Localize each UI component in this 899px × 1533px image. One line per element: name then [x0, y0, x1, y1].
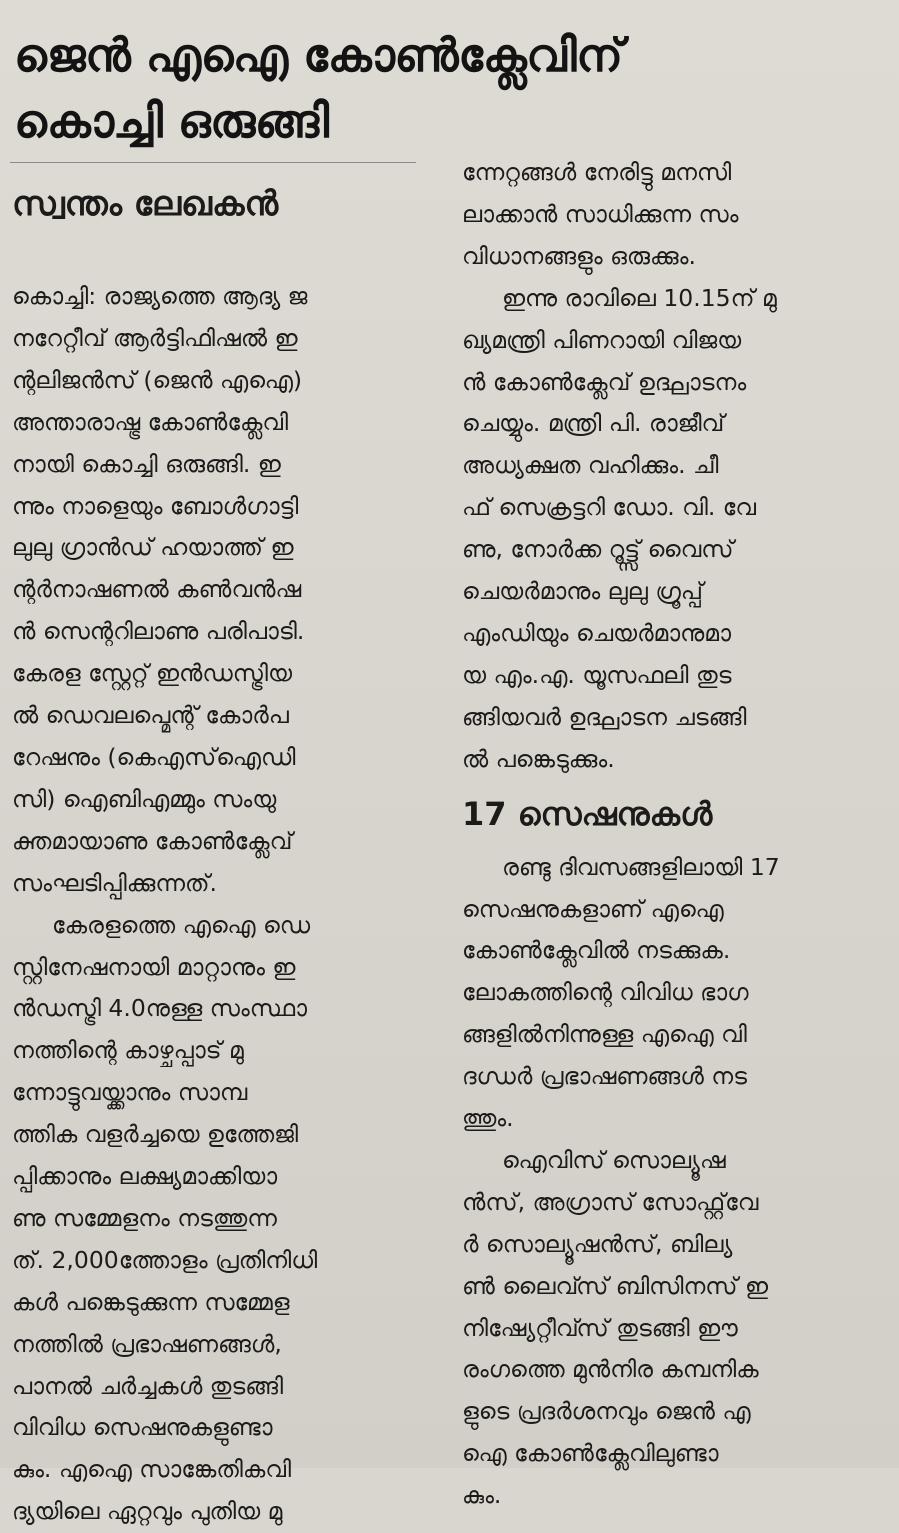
text-line: ന്നോട്ടുവയ്ക്കാനും സാമ്പ	[12, 1078, 248, 1107]
text-line: പ്പിക്കാനും ലക്ഷ്യമാക്കിയാ	[12, 1162, 278, 1191]
text-line: ണു, നോർക്ക റൂട്ട്സ് വൈസ്	[462, 535, 734, 564]
subheading: 17 സെഷനുകൾ	[462, 794, 713, 833]
text-line: ർ സൊല്യൂഷൻസ്, ബില്യ	[462, 1229, 733, 1258]
text-line: ഇന്നു രാവിലെ 10.15ന് മു	[502, 283, 777, 312]
text-line: ൺ ലൈവ്സ് ബിസിനസ് ഇ	[462, 1271, 769, 1300]
text-line: കേരളത്തെ എഐ ഡെ	[52, 910, 311, 939]
text-line: ഖ്യമന്ത്രി പിണറായി വിജയ	[462, 325, 742, 354]
text-line: അന്താരാഷ്ട്ര കോൺക്ലേവി	[12, 407, 289, 436]
text-line: നത്തിൽ പ്രഭാഷണങ്ങൾ,	[12, 1329, 282, 1358]
text-line: ദ്യയിലെ ഏറ്റവും പുതിയ മു	[12, 1497, 283, 1526]
text-line: ൻ കോൺക്ലേവ് ഉദ്ഘാടനം	[462, 367, 747, 396]
headline	[14, 22, 734, 154]
text-line: യ എം.എ. യൂസഫലി തുട	[462, 660, 732, 689]
text-line: ണു സമ്മേളനം നടത്തുന്ന	[12, 1203, 277, 1232]
text-line: രംഗത്തെ മുൻനിര കമ്പനിക	[462, 1355, 759, 1384]
headline-line-1: ജെൻ എഐ കോൺക്ലേവിന്	[14, 28, 623, 82]
text-line: കും.	[462, 1481, 502, 1510]
right-column	[462, 152, 888, 1517]
text-line: ന്നും നാളെയും ബോൾഗാട്ടി	[12, 491, 299, 520]
text-line: ൻ സെന്ററിലാണു പരിപാടി.	[12, 617, 305, 646]
text-line: പാനൽ ചർച്ചകൾ തുടങ്ങി	[12, 1371, 284, 1400]
text-line: ന്റലിജൻസ് (ജെൻ എഐ)	[12, 365, 303, 394]
text-line: ൽ പങ്കെടുക്കും.	[462, 744, 615, 773]
byline: സ്വന്തം ലേഖകൻ	[12, 184, 279, 224]
text-line: ചെയർമാനും ലുലു ഗ്രൂപ്പ്	[462, 577, 703, 606]
text-line: ത്തും.	[462, 1104, 514, 1133]
text-line: ങ്ങിയവർ ഉദ്ഘാടന ചടങ്ങി	[462, 702, 747, 731]
text-line: സി) ഐബിഎമ്മും സംയു	[12, 784, 277, 813]
text-line: എംഡിയും ചെയർമാനുമാ	[462, 618, 731, 647]
text-line: സംഘടിപ്പിക്കുന്നത്.	[12, 868, 217, 897]
text-line: ലോകത്തിന്റെ വിവിധ ഭാഗ	[462, 978, 749, 1007]
text-line: നായി കൊച്ചി ഒരുങ്ങി. ഇ	[12, 449, 281, 478]
text-line: വിവിധ സെഷനുകളുണ്ടാ	[12, 1413, 273, 1442]
text-line: ക്തമായാണു കോൺക്ലേവ്	[12, 826, 293, 855]
text-line: ചെയ്യും. മന്ത്രി പി. രാജീവ്	[462, 409, 725, 438]
text-line: ഐ കോൺക്ലേവിലുണ്ടാ	[462, 1439, 719, 1468]
text-line: നിഷ്യേറ്റീവ്സ് തുടങ്ങി ഈ	[462, 1313, 738, 1342]
text-line: ൻഡസ്ട്രി 4.0നുള്ള സംസ്ഥാ	[12, 994, 307, 1023]
text-line: ൻസ്, അഗ്രാസ് സോഫ്റ്റ്‌വേ	[462, 1187, 759, 1216]
text-line: ഫ് സെക്രട്ടറി ഡോ. വി. വേ	[462, 493, 757, 522]
text-line: കോൺക്ലേവിൽ നടക്കുക.	[462, 936, 731, 965]
text-line: ത്തിക വളർച്ചയെ ഉത്തേജി	[12, 1120, 299, 1149]
text-line: ദഗ്ധർ പ്രഭാഷണങ്ങൾ നട	[462, 1062, 747, 1091]
text-line: ലാക്കാൻ സാധിക്കുന്ന സം	[462, 199, 739, 228]
text-line: നറേറ്റീവ് ആർട്ടിഫിഷൽ ഇ	[12, 323, 298, 352]
text-line: നത്തിന്റെ കാഴ്ചപ്പാട് മു	[12, 1036, 244, 1065]
byline-divider	[10, 162, 416, 163]
text-line: റേഷനും (കെഎസ്ഐഡി	[12, 742, 296, 771]
headline-line-2: കൊച്ചി ഒരുങ്ങി	[14, 94, 329, 148]
text-line: ന്നേറ്റങ്ങൾ നേരിട്ടു മനസി	[462, 158, 732, 186]
text-line: ളുടെ പ്രദർശനവും ജെൻ എ	[462, 1397, 751, 1426]
text-line: ങ്ങളിൽനിന്നുള്ള എഐ വി	[462, 1020, 747, 1049]
text-line: വിധാനങ്ങളും ഒരുക്കും.	[462, 241, 696, 270]
text-line: ത്. 2,000ത്തോളം പ്രതിനിധി	[12, 1245, 318, 1274]
text-line: ഐവിസ് സൊല്യൂഷ	[502, 1145, 726, 1174]
text-line: ലുലു ഗ്രാൻഡ് ഹയാത്ത് ഇ	[12, 533, 294, 562]
text-line: ൽ ഡെവലപ്മെന്റ് കോർപ	[12, 701, 289, 730]
text-line: കേരള സ്റ്റേറ്റ് ഇൻഡസ്ട്രിയ	[12, 659, 292, 688]
text-line: ന്റർനാഷണൽ കൺവൻഷ	[12, 575, 302, 604]
text-line: കും. എഐ സാങ്കേതികവി	[12, 1455, 292, 1484]
text-line: കൾ പങ്കെടുക്കുന്ന സമ്മേള	[12, 1287, 290, 1316]
text-line: സെഷനുകളാണ് എഐ	[462, 894, 724, 923]
text-line: രണ്ടു ദിവസങ്ങളിലായി 17	[502, 852, 780, 881]
text-line: അധ്യക്ഷത വഹിക്കും. ചീ	[462, 451, 719, 480]
text-line: കൊച്ചി: രാജ്യത്തെ ആദ്യ ജ	[12, 282, 308, 310]
text-line: സ്റ്റിനേഷനായി മാറ്റാനും ഇ	[12, 952, 296, 981]
left-column	[12, 276, 422, 1533]
